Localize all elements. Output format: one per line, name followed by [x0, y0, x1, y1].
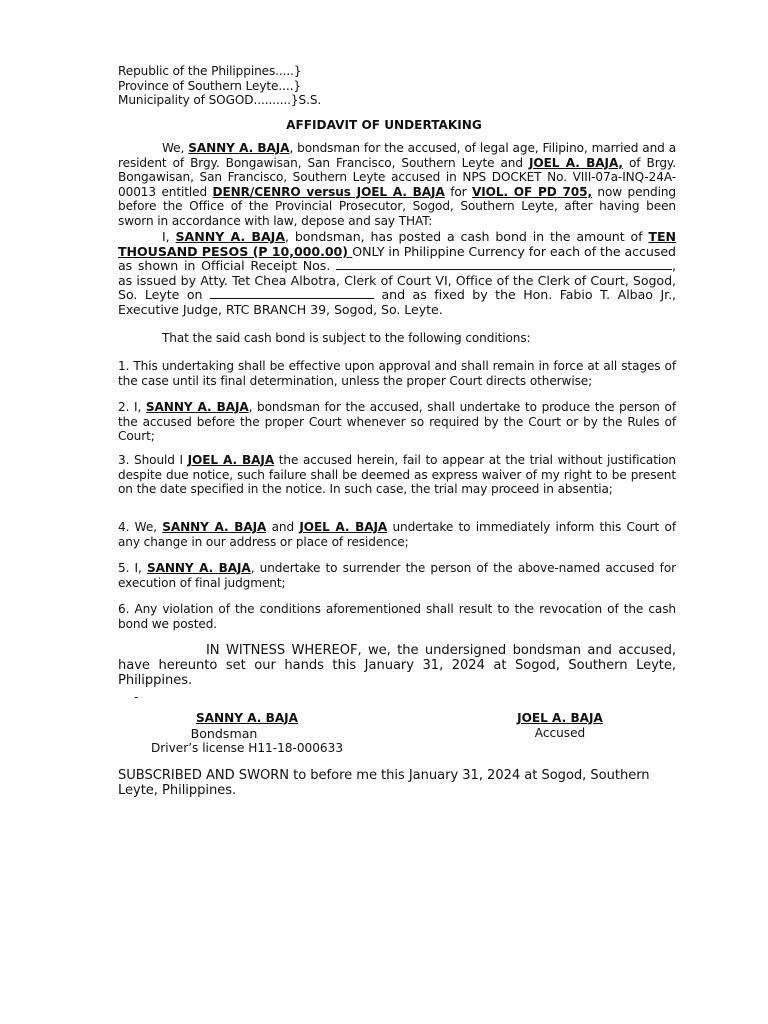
bond-paragraph: I, SANNY A. BAJA, bondsman, has posted a cash bond in the amount of TEN THOUSAND PESOS (P 10,000.00) ONLY in Philippine Currency for each of the accused as shown in Official Receipt Nos. , as issued by Atty. Tet Chea Albotra, Clerk of Court VI, Office of the Clerk of Court, Sogod, So. Leyte on and as fixed by the Hon. Fabio T. Albao Jr., Executive Judge, RTC BRANCH 39, Sogod, So. Leyte.: [118, 229, 676, 317]
bondsman-name: SANNY A. BAJA: [175, 229, 286, 244]
header-municipality: Municipality of SOGOD..........}S.S.: [118, 93, 322, 108]
bondsman-name: SANNY A. BAJA: [162, 520, 267, 534]
document-title: AFFIDAVIT OF UNDERTAKING: [286, 118, 482, 132]
condition-1: 1. This undertaking shall be effective upon approval and shall remain in force at all stages of the case until its final determination, unless the proper Court directs otherwise;: [118, 359, 676, 388]
intro-paragraph: We, SANNY A. BAJA, bondsman for the accused, of legal age, Filipino, married and a resident of Brgy. Bongawisan, San Francisco, Southern Leyte and JOEL A. BAJA, of Brgy. Bongawisan, San Francisco, Southern Leyte accused in NPS DOCKET No. VIII-07a-INQ-24A-00013 entitled DENR/CENRO versus JOEL A. BAJA for VIOL. OF PD 705, now pending before the Office of the Provincial Prosecutor, Sogod, Southern Leyte, after having been sworn in accordance with law, depose and say THAT:: [118, 141, 677, 228]
jurat: SUBSCRIBED AND SWORN to before me this January 31, 2024 at Sogod, Southern Leyte, Philippines.: [118, 768, 650, 798]
condition-5: 5. I, SANNY A. BAJA, undertake to surrender the person of the above-named accused for execution of final judgment;: [118, 561, 676, 590]
condition-3: 3. Should I JOEL A. BAJA the accused herein, fail to appear at the trial without justification despite due notice, such failure shall be deemed as express waiver of my right to be present on the date specified in the notice. In such case, the trial may proceed in absentia;: [118, 453, 676, 497]
bondsman-license: Driver’s license H11-18-000633: [150, 741, 344, 755]
date-blank: [210, 288, 374, 299]
accused-signature-name: JOEL A. BAJA: [517, 711, 603, 725]
conditions-intro: That the said cash bond is subject to the following conditions:: [162, 331, 531, 345]
condition-2: 2. I, SANNY A. BAJA, bondsman for the accused, shall undertake to produce the person of the accused before the proper Court whenever so required by the Court or by the Rules of Court;: [118, 400, 676, 444]
condition-6: 6. Any violation of the conditions aforementioned shall result to the revocation of the cash bond we posted.: [118, 602, 676, 631]
bondsman-name: SANNY A. BAJA: [188, 141, 290, 155]
header-province: Province of Southern Leyte....}: [118, 78, 301, 93]
accused-name: JOEL A. BAJA,: [529, 155, 623, 170]
bondsman-signature-block: [128, 711, 366, 756]
bond-amount: TEN THOUSAND PESOS (P 10,000.00): [118, 229, 676, 259]
bondsman-name: SANNY A. BAJA: [146, 561, 251, 575]
accused-signature-block: [494, 711, 626, 741]
bondsman-name: SANNY A. BAJA: [145, 400, 249, 414]
accused-role: Accused: [534, 726, 586, 740]
bondsman-signature-name: SANNY A. BAJA: [195, 711, 299, 725]
bondsman-role: Bondsman: [190, 726, 258, 741]
header-republic: Republic of the Philippines.....}: [118, 64, 302, 78]
violation: VIOL. OF PD 705,: [472, 184, 592, 199]
receipt-number-blank: [336, 259, 672, 270]
document-header: [118, 64, 676, 108]
condition-4: 4. We, SANNY A. BAJA and JOEL A. BAJA undertake to immediately inform this Court of any change in our address or place of residence;: [118, 520, 676, 549]
witness-paragraph: IN WITNESS WHEREOF, we, the undersigned bondsman and accused, have hereunto set our hands this January 31, 2024 at Sogod, Southern Leyte, Philippines.: [118, 643, 676, 688]
case-title: DENR/CENRO versus JOEL A. BAJA: [212, 184, 445, 199]
dash-mark: -: [134, 690, 139, 704]
accused-name: JOEL A. BAJA: [187, 453, 275, 467]
accused-name: JOEL A. BAJA: [299, 520, 388, 534]
